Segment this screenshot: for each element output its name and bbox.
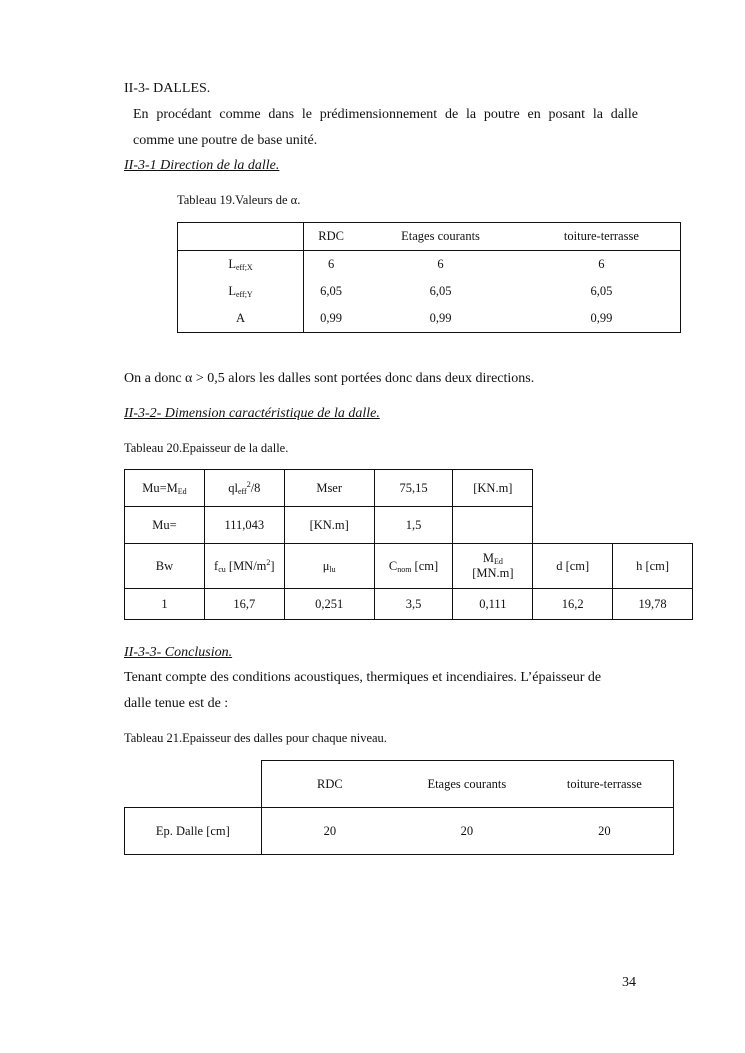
table-cell: 16,2 [533, 589, 613, 620]
table-cell: $M_{Ed}$ [MN.m] [453, 544, 533, 589]
table-cell: 20 [398, 808, 536, 855]
table-20 [124, 469, 693, 620]
conclusion-line-1: Tenant compte des conditions acoustiques, thermiques et incendiaires. L’épaisseur de [124, 670, 602, 685]
column-header: Etages courants [398, 761, 536, 808]
table-row [125, 470, 693, 507]
row-label: A [178, 305, 304, 333]
table-cell: $C_{nom}$ [cm] [374, 544, 453, 589]
alpha-conclusion: On a donc α > 0,5 alors les dalles sont portées donc dans deux directions. [124, 371, 535, 386]
table-cell: Mser [284, 470, 374, 507]
empty-cell [613, 507, 693, 544]
subsection-title-dimension: II-3-2- Dimension caractéristique de la dalle. [124, 406, 380, 421]
table-cell: [KN.m] [284, 507, 374, 544]
table-row [125, 808, 674, 855]
table-row [125, 589, 693, 620]
table-row [178, 251, 681, 279]
table-row [125, 761, 674, 808]
table-cell: 6,05 [320, 284, 343, 298]
table-cell: 1 [125, 589, 205, 620]
table-cell: 3,5 [374, 589, 453, 620]
subsection-title-conclusion: II-3-3- Conclusion. [124, 645, 233, 660]
row-label: $L_{eff;X}$ [178, 251, 304, 279]
table-cell: 6,05 [429, 284, 452, 298]
table-cell: 6 [327, 257, 335, 271]
intro-line-1: En procédant comme dans le prédimensionnement de la poutre en posant la dalle [133, 107, 638, 122]
empty-cell [533, 507, 613, 544]
table-cell: 0,99 [590, 311, 613, 325]
table-cell [453, 507, 533, 544]
table-row [125, 544, 693, 589]
table-19 [177, 222, 681, 333]
table-cell: 111,043 [204, 507, 284, 544]
table-corner-cell [125, 761, 262, 808]
table-cell: [KN.m] [453, 470, 533, 507]
table-cell: 0,99 [429, 311, 452, 325]
table-cell: d [cm] [533, 544, 613, 589]
table-cell: $Mu=M_{Ed}$ [125, 470, 205, 507]
table-corner-cell [178, 223, 304, 251]
row-label: Ep. Dalle [cm] [125, 808, 262, 855]
table-cell: 6 [598, 257, 605, 271]
table-cell: 0,99 [320, 311, 343, 325]
table-cell: 16,7 [204, 589, 284, 620]
table-cell: 6,05 [590, 284, 613, 298]
column-header: toiture-terrasse [536, 761, 674, 808]
empty-cell [613, 470, 693, 507]
row-label: $L_{eff;Y}$ [178, 278, 304, 305]
page-number: 34 [622, 975, 636, 990]
table-cell: 75,15 [374, 470, 453, 507]
table-cell: 1,5 [374, 507, 453, 544]
table-cell: 20 [536, 808, 674, 855]
table-cell: 6 [437, 257, 444, 271]
table-20-caption: Tableau 20.Epaisseur de la dalle. [124, 441, 289, 455]
table-cell: 0,111 [453, 589, 533, 620]
conclusion-line-2: dalle tenue est de : [124, 696, 229, 711]
table-19-caption: Tableau 19.Valeurs de α. [177, 193, 301, 207]
table-cell: 19,78 [613, 589, 693, 620]
column-header: Etages courants [358, 223, 523, 251]
table-cell: $\mu_{lu}$ [284, 544, 374, 589]
table-cell: Mu= [125, 507, 205, 544]
table-21 [124, 760, 674, 855]
table-cell: 20 [261, 808, 398, 855]
table-cell: Bw [125, 544, 205, 589]
section-heading: II-3- DALLES. [124, 81, 211, 96]
table-cell: h [cm] [613, 544, 693, 589]
table-cell: $f_{cu}$ $[MN/m^2]$ [204, 544, 284, 589]
table-row [178, 305, 681, 333]
intro-line-2: comme une poutre de base unité. [133, 133, 318, 148]
table-cell: 0,251 [284, 589, 374, 620]
column-header: RDC [304, 223, 359, 251]
table-21-caption: Tableau 21.Epaisseur des dalles pour chaque niveau. [124, 731, 387, 745]
column-header: RDC [261, 761, 398, 808]
subsection-title-direction: II-3-1 Direction de la dalle. [124, 158, 280, 173]
column-header: toiture-terrasse [523, 223, 681, 251]
table-row [125, 507, 693, 544]
table-cell: $ql_{eff}^2/8$ [204, 470, 284, 507]
table-row [178, 278, 681, 305]
empty-cell [533, 470, 613, 507]
